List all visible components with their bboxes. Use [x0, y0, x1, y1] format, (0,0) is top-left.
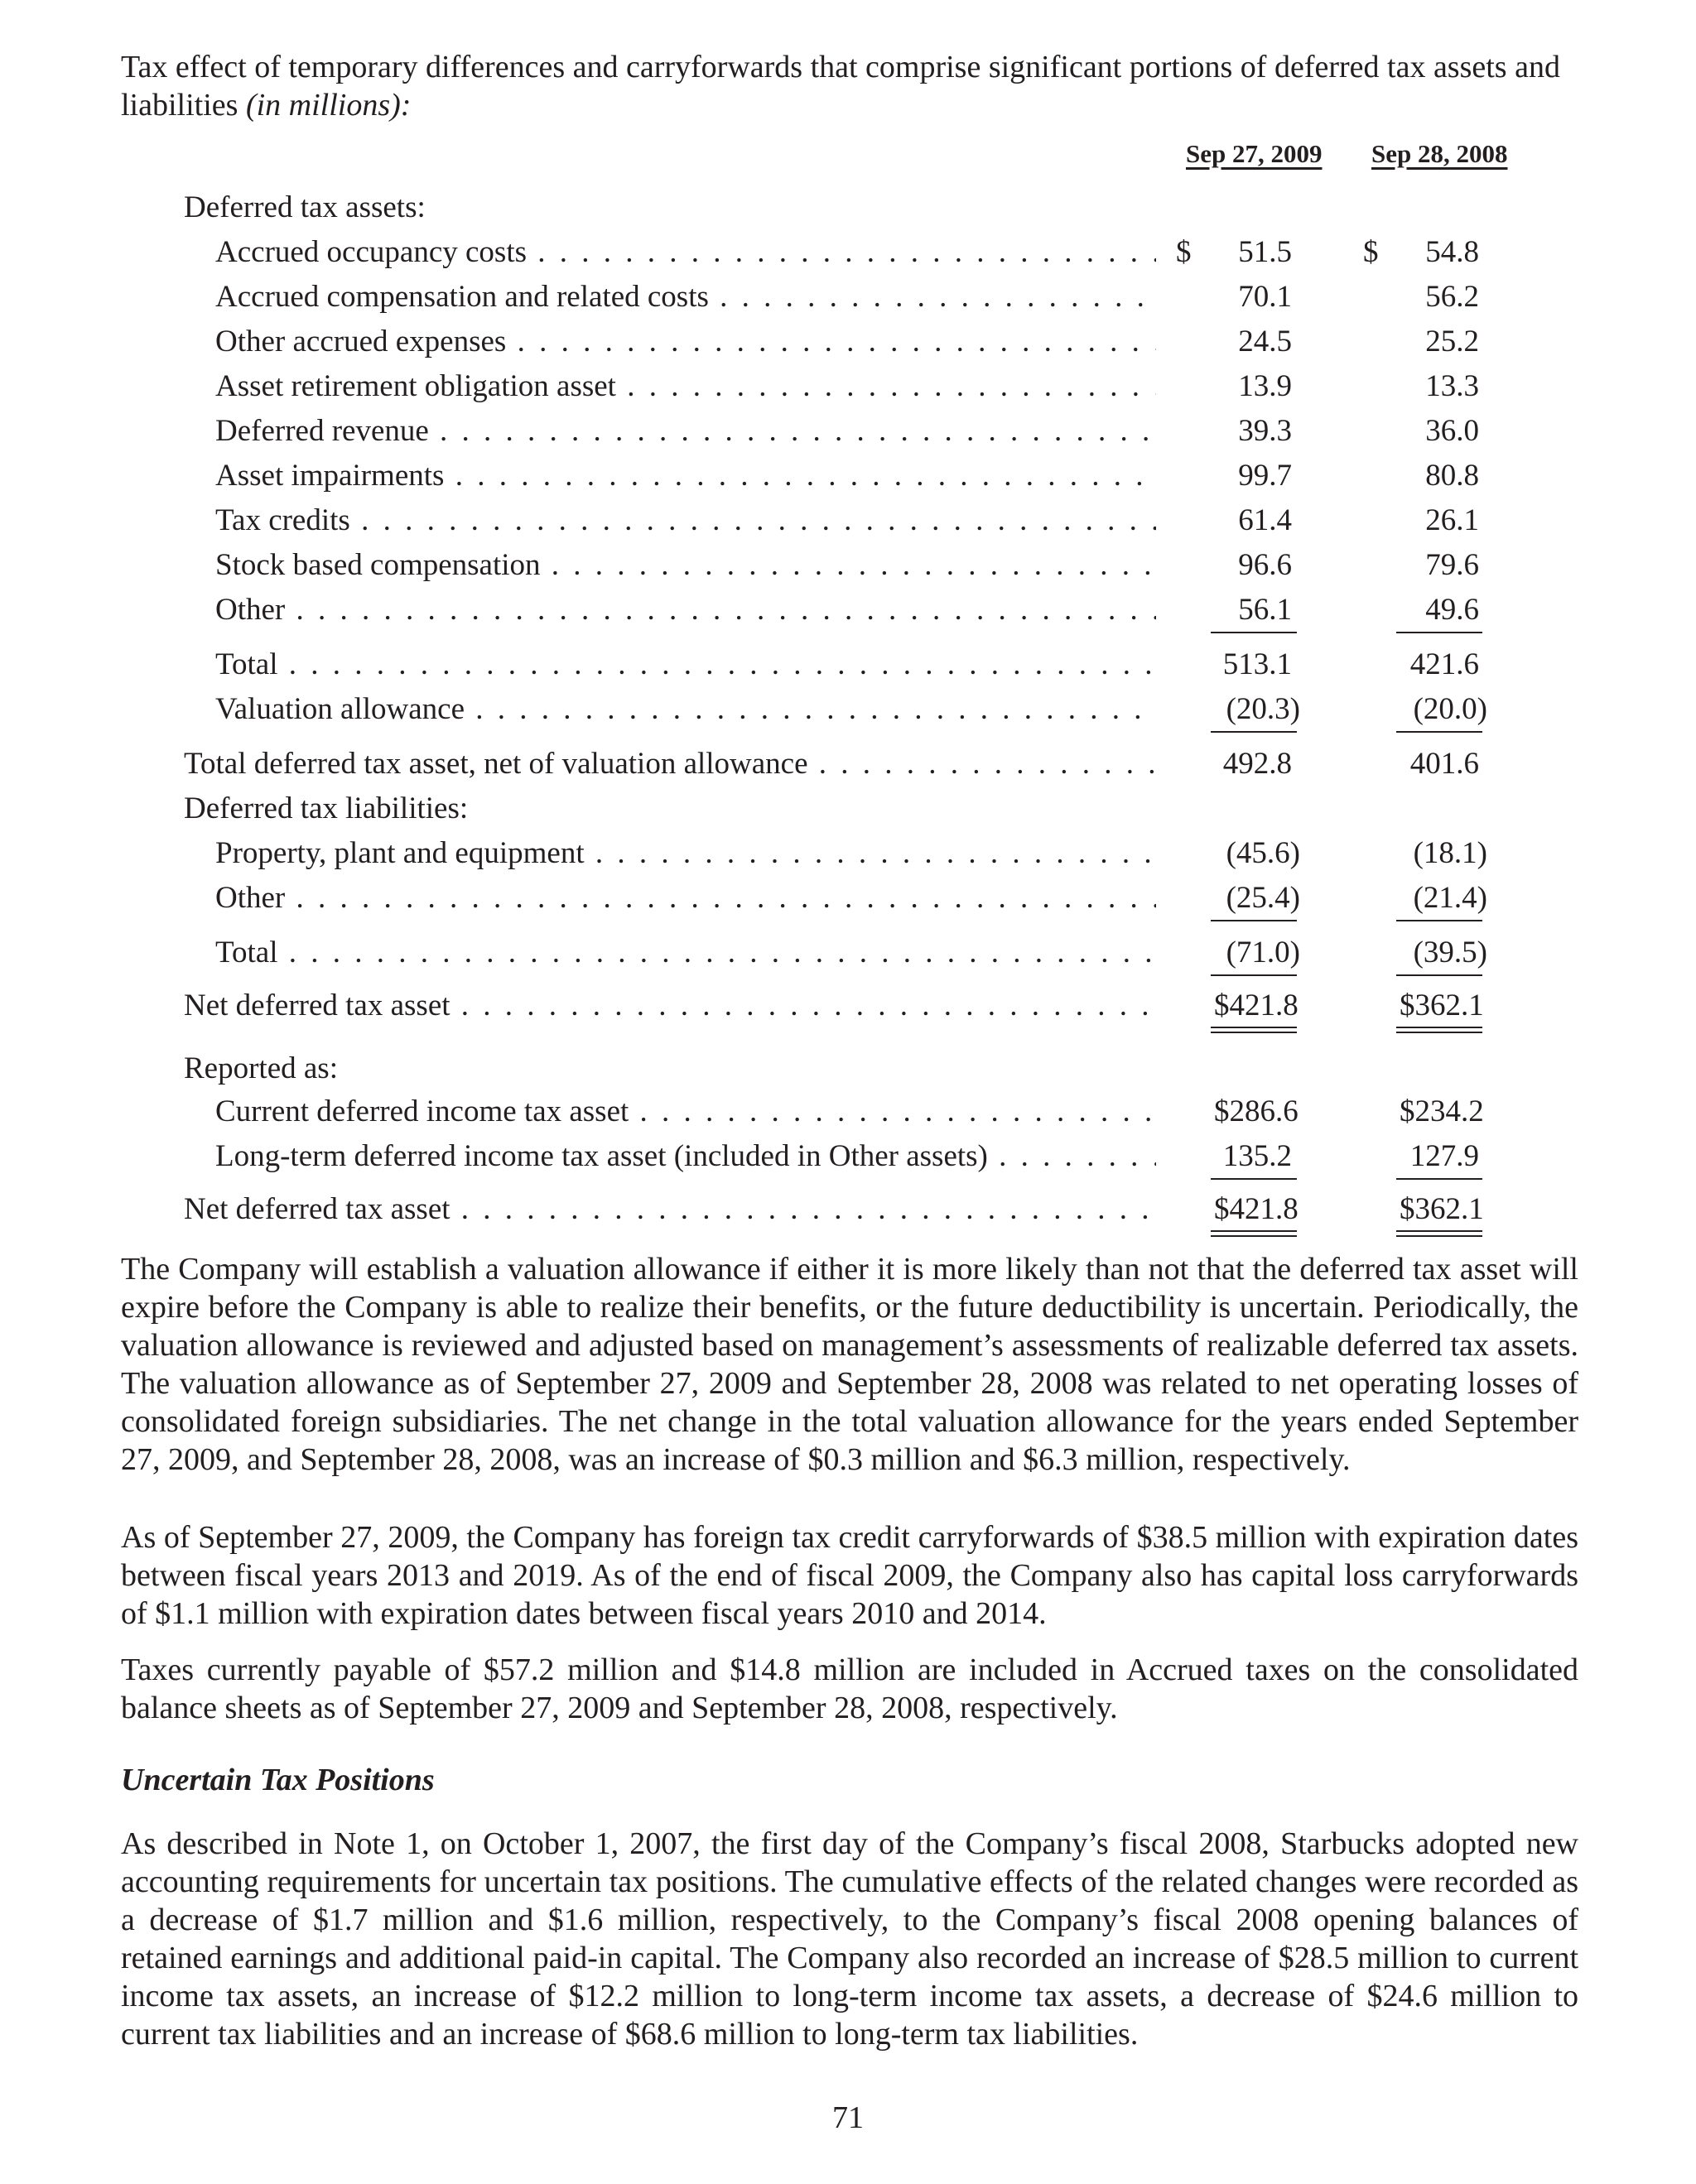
- table-row: [0, 591, 1696, 629]
- table-row: [0, 233, 1696, 272]
- value-2009: $421.8: [1214, 989, 1298, 1022]
- value-2008: 49.6: [1425, 593, 1479, 627]
- double-underline: [1211, 1032, 1297, 1033]
- value-2008: $362.1: [1400, 1192, 1484, 1226]
- value-2008: $234.2: [1400, 1094, 1484, 1128]
- underline: [1396, 632, 1482, 633]
- row-label: Other . . .: [215, 879, 1156, 917]
- table-row: [0, 690, 1696, 729]
- value-2009: $421.8: [1214, 1192, 1298, 1226]
- value-2009: (71.0): [1226, 936, 1300, 969]
- table-row: [0, 879, 1696, 917]
- row-label: Total . . .: [215, 934, 1156, 972]
- row-label: Net deferred tax asset . . .: [184, 987, 1156, 1025]
- row-label: Total . . .: [215, 646, 1156, 684]
- row-label: Tax credits . . .: [215, 502, 1156, 540]
- intro-sentence: Tax effect of temporary differences and carryforwards that comprise significant portions of deferred tax assets and liabilities: [121, 50, 1560, 123]
- value-2009: 135.2: [1222, 1139, 1292, 1173]
- value-2008: 36.0: [1425, 414, 1479, 448]
- table-row-total: [0, 646, 1696, 684]
- value-2009: 39.3: [1238, 414, 1292, 448]
- value-2008: 421.6: [1409, 647, 1479, 681]
- column-header-2009: Sep 27, 2009: [1186, 139, 1323, 168]
- value-2009: (20.3): [1226, 692, 1300, 726]
- row-label: Accrued occupancy costs . . .: [215, 233, 1156, 272]
- page-number: 71: [832, 2100, 864, 2135]
- underline: [1396, 974, 1482, 976]
- dollar-sign: $: [1176, 235, 1192, 269]
- row-label: Deferred tax liabilities:: [184, 791, 469, 825]
- row-label: Valuation allowance . . .: [215, 690, 1156, 729]
- table-row: [0, 412, 1696, 450]
- table-row: [0, 835, 1696, 873]
- column-header-2008: Sep 28, 2008: [1371, 139, 1508, 168]
- table-row: [0, 1093, 1696, 1131]
- underline: [1396, 920, 1482, 921]
- value-2009: (25.4): [1226, 881, 1300, 915]
- value-2008: $362.1: [1400, 989, 1484, 1022]
- double-underline: [1211, 1230, 1297, 1232]
- intro-text: [121, 48, 1578, 124]
- double-underline: [1211, 1235, 1297, 1237]
- table-row: [0, 502, 1696, 540]
- row-label: Property, plant and equipment . . .: [215, 835, 1156, 873]
- value-2008: (18.1): [1413, 836, 1487, 870]
- paragraph-carryforwards: As of September 27, 2009, the Company has foreign tax credit carryforwards of $38.5 million with expiration dates between fiscal years 2013 and 2019. As of the end of fiscal 2009, the Company also has capital loss carryforwards of $1.1 million with expiration dates between fiscal years 2010 and 2014.: [121, 1520, 1578, 1631]
- value-2009: 24.5: [1238, 325, 1292, 358]
- value-2009: $ 51.5: [1209, 233, 1292, 272]
- row-label: Asset retirement obligation asset . . .: [215, 368, 1156, 406]
- dollar-sign: $: [1363, 235, 1379, 269]
- row-label: Long-term deferred income tax asset (included in Other assets) . . .: [215, 1138, 1156, 1176]
- paragraph-taxes-payable: Taxes currently payable of $57.2 million and $14.8 million are included in Accrued taxes on the consolidated balance sheets as of September 27, 2009 and September 28, 2008, respectively.: [121, 1652, 1578, 1725]
- table-row-net: [0, 987, 1696, 1025]
- table-row: [0, 368, 1696, 406]
- section-heading-uncertain: Uncertain Tax Positions: [121, 1763, 435, 1797]
- double-underline: [1396, 1027, 1482, 1028]
- underline: [1396, 1178, 1482, 1180]
- table-row: [0, 457, 1696, 495]
- table-row-subtotal: [0, 745, 1696, 783]
- value-2009: 70.1: [1238, 280, 1292, 314]
- row-label: Deferred tax assets:: [184, 190, 426, 224]
- value-2008: 13.3: [1425, 369, 1479, 403]
- value-2009: 56.1: [1238, 593, 1292, 627]
- value-2009: 513.1: [1222, 647, 1292, 681]
- paragraph-uncertain: As described in Note 1, on October 1, 2007, the first day of the Company’s fiscal 2008, Starbucks adopted new accounting requirements for uncertain tax positions. The cumulative effects of the related changes were recorded as a decrease of $1.7 million and $1.6 million, respectively, to the Company’s fiscal 2008 opening balances of retained earnings and additional paid-in capital. The Company also recorded an increase of $28.5 million to current income tax assets, an increase of $12.2 million to long-term income tax assets, a decrease of $24.6 million to current tax liabilities and an increase of $68.6 million to long-term tax liabilities.: [121, 1826, 1578, 2052]
- table-row-net: [0, 1191, 1696, 1229]
- row-label: Other . . .: [215, 591, 1156, 629]
- double-underline: [1396, 1230, 1482, 1232]
- intro-unit: (in millions):: [245, 88, 412, 123]
- value-2009: (45.6): [1226, 836, 1300, 870]
- value-2008: $ 54.8: [1396, 233, 1479, 272]
- double-underline: [1396, 1032, 1482, 1033]
- row-label: Current deferred income tax asset . . .: [215, 1093, 1156, 1131]
- row-label: Accrued compensation and related costs . . .: [215, 278, 1156, 316]
- row-label: Asset impairments . . .: [215, 457, 1156, 495]
- double-underline: [1396, 1235, 1482, 1237]
- value-2009: 96.6: [1238, 548, 1292, 582]
- section-header-liabilities: [0, 790, 1696, 828]
- row-label: Deferred revenue . . .: [215, 412, 1156, 450]
- section-header-assets: [0, 189, 1696, 227]
- row-label: Stock based compensation . . .: [215, 546, 1156, 584]
- value-2008: 79.6: [1425, 548, 1479, 582]
- value-2008: 26.1: [1425, 503, 1479, 537]
- underline: [1211, 1178, 1297, 1180]
- underline: [1211, 920, 1297, 921]
- underline: [1211, 974, 1297, 976]
- row-label: Total deferred tax asset, net of valuation allowance . . .: [184, 745, 1156, 783]
- section-header-reported: [0, 1050, 1696, 1088]
- table-row: [0, 323, 1696, 361]
- underline: [1211, 632, 1297, 633]
- value-2008: 25.2: [1425, 325, 1479, 358]
- value-2008: (20.0): [1413, 692, 1487, 726]
- value-2008: (39.5): [1413, 936, 1487, 969]
- double-underline: [1211, 1027, 1297, 1028]
- value-2009: $286.6: [1214, 1094, 1298, 1128]
- value-2008: (21.4): [1413, 881, 1487, 915]
- value-2009: 61.4: [1238, 503, 1292, 537]
- table-row: [0, 546, 1696, 584]
- underline: [1211, 731, 1297, 733]
- value-2009: 13.9: [1238, 369, 1292, 403]
- table-row-total: [0, 934, 1696, 972]
- value-2009: 99.7: [1238, 459, 1292, 493]
- underline: [1396, 731, 1482, 733]
- row-label: Reported as:: [184, 1051, 338, 1085]
- paragraph-valuation: The Company will establish a valuation allowance if either it is more likely than not that the deferred tax asset will expire before the Company is able to realize their benefits, or the future deductibility is uncertain. Periodically, the valuation allowance is reviewed and adjusted based on management’s assessments of realizable deferred tax assets. The valuation allowance as of September 27, 2009 and September 28, 2008 was related to net operating losses of consolidated foreign subsidiaries. The net change in the total valuation allowance for the years ended September 27, 2009, and September 28, 2008, was an increase of $0.3 million and $6.3 million, respectively.: [121, 1252, 1578, 1477]
- value-2008: 401.6: [1409, 747, 1479, 781]
- row-label: Net deferred tax asset . . .: [184, 1191, 1156, 1229]
- value-2009: 492.8: [1222, 747, 1292, 781]
- value-2008: 127.9: [1409, 1139, 1479, 1173]
- value-2008: 56.2: [1425, 280, 1479, 314]
- value-2008: 80.8: [1425, 459, 1479, 493]
- table-row: [0, 278, 1696, 316]
- row-label: Other accrued expenses . . .: [215, 323, 1156, 361]
- table-row: [0, 1138, 1696, 1176]
